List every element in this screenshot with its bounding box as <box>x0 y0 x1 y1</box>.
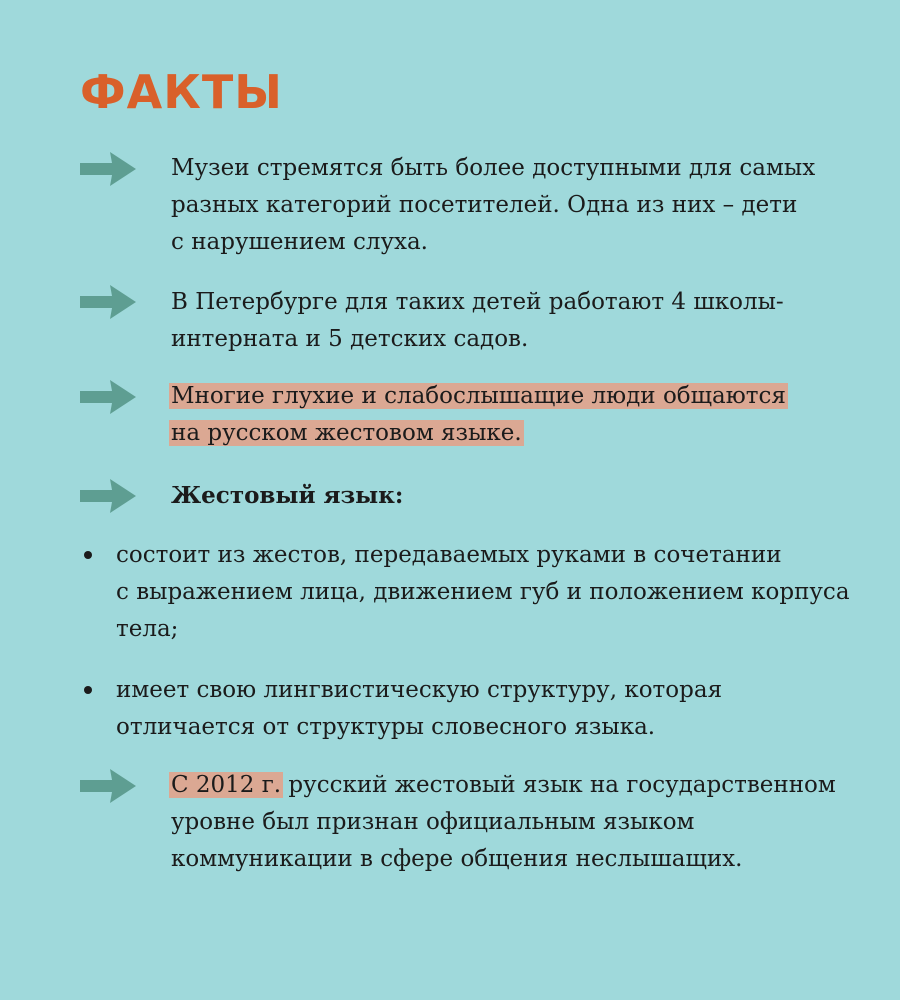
arrow-icon <box>80 285 136 319</box>
bullet-text-gestures: состоит из жестов, передаваемых руками в сочетании с выражением лица, движением губ и положением корпуса тела; <box>116 542 850 642</box>
section-heading-sign-language: Жестовый язык: <box>171 482 404 509</box>
fact-text-sign-language <box>171 378 786 452</box>
bullet-icon <box>84 551 92 559</box>
highlight-mark: Многие глухие и слабослышащие люди общаются <box>171 383 786 409</box>
arrow-icon <box>80 769 136 803</box>
highlight-mark: на русском жестовом языке. <box>171 420 522 446</box>
page-title: ФАКТЫ <box>80 65 283 119</box>
highlight-mark: С 2012 г. <box>171 772 282 798</box>
fact-text-2012: С 2012 г. русский жестовый язык на государственном уровне был признан официальным языком коммуникации в сфере общения неслышащих. <box>171 772 836 872</box>
arrow-icon <box>80 152 136 186</box>
bullet-text-structure: имеет свою лингвистическую структуру, которая отличается от структуры словесного языка. <box>116 677 723 740</box>
arrow-icon <box>80 479 136 513</box>
arrow-icon <box>80 380 136 414</box>
fact-text-museums: Музеи стремятся быть более доступными для самых разных категорий посетителей. Одна из них – дети с нарушением слуха. <box>171 155 816 255</box>
fact-text-petersburg: В Петербурге для таких детей работают 4 школы- интерната и 5 детских садов. <box>171 289 784 352</box>
bullet-icon <box>84 686 92 694</box>
